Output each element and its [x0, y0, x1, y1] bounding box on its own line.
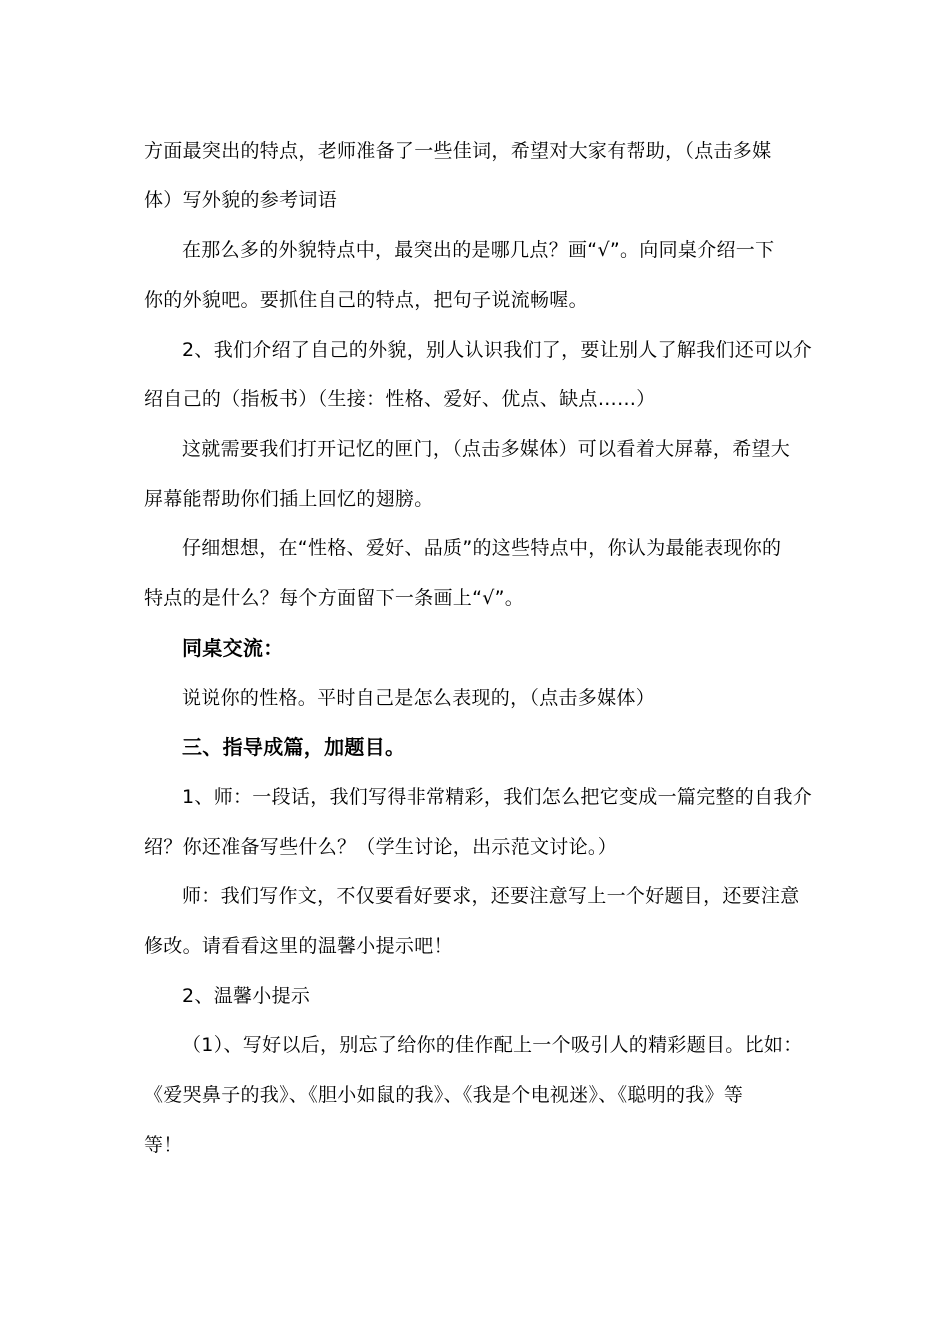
text-line: 绍？你还准备写些什么？（学生讨论，出示范文讨论。） — [144, 836, 618, 858]
text-line: 特点的是什么？每个方面留下一条画上“√”。 — [144, 587, 525, 609]
text-line: 说说你的性格。平时自己是怎么表现的，（点击多媒体） — [182, 687, 656, 709]
text-line: 这就需要我们打开记忆的匣门，（点击多媒体）可以看着大屏幕，希望大 — [182, 438, 791, 460]
text-line: 绍自己的（指板书）（生接：性格、爱好、优点、缺点……） — [144, 388, 656, 410]
text-line: 师：我们写作文，不仅要看好要求，还要注意写上一个好题目，还要注意 — [182, 885, 800, 907]
text-line: 屏幕能帮助你们插上回忆的翅膀。 — [144, 488, 434, 510]
text-line: （1）、写好以后，别忘了给你的佳作配上一个吸引人的精彩题目。比如： — [182, 1034, 803, 1056]
text-line: 修改。请看看这里的温馨小提示吧！ — [144, 935, 453, 957]
text-line: 2、我们介绍了自己的外貌，别人认识我们了，要让别人了解我们还可以介 — [182, 339, 812, 361]
text-line: 《爱哭鼻子的我》、《胆小如鼠的我》、《我是个电视迷》、《聪明的我》等 — [144, 1084, 744, 1106]
section-heading: 同桌交流： — [182, 636, 284, 660]
text-line: 体）写外貌的参考词语 — [144, 189, 338, 211]
text-line: 仔细想想，在“性格、爱好、品质”的这些特点中，你认为最能表现你的 — [182, 537, 782, 559]
text-line: 在那么多的外貌特点中，最突出的是哪几点？画“√”。向同桌介绍一下 — [182, 239, 775, 261]
text-line: 方面最突出的特点，老师准备了一些佳词，希望对大家有帮助，（点击多媒 — [144, 140, 772, 162]
text-line: 1、师：一段话，我们写得非常精彩，我们怎么把它变成一篇完整的自我介 — [182, 786, 812, 808]
section-heading: 三、指导成篇，加题目。 — [182, 735, 406, 759]
text-line: 2、温馨小提示 — [182, 985, 311, 1007]
text-line: 等！ — [144, 1134, 183, 1156]
text-line: 你的外貌吧。要抓住自己的特点，把句子说流畅喔。 — [144, 289, 588, 311]
